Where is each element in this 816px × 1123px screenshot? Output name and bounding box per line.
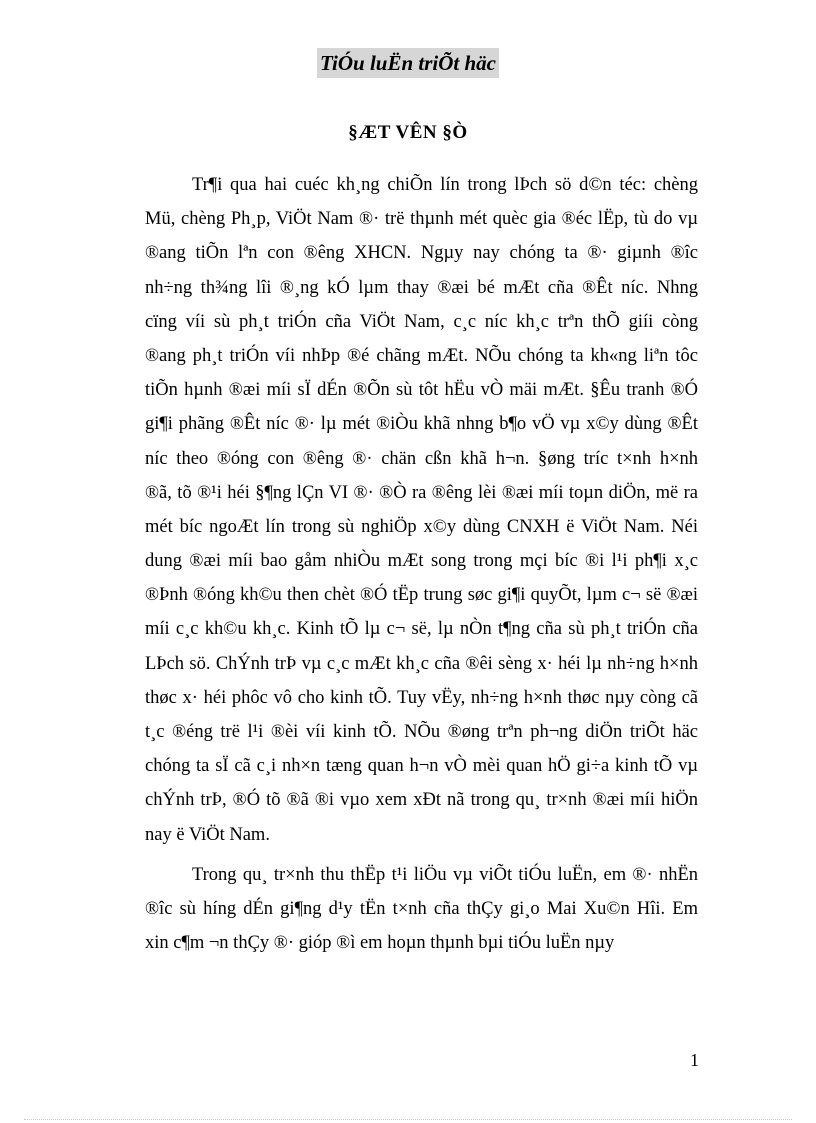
text-line: ®ã, tõ ®¹i héi §¶ng lÇn VI ®· ®Ò ra ®êng lèi ®æi míi toµn diÖn, më ra	[145, 482, 698, 503]
header-title: TiÓu luËn triÕt häc	[317, 48, 499, 78]
text-line: níc theo ®óng con ®êng ®· chän cßn khã h¬n. §øng tríc t×nh h×nh	[145, 448, 698, 469]
page-number: 1	[690, 1050, 699, 1070]
paragraph	[145, 858, 698, 961]
body-text	[145, 168, 698, 960]
text-line: LÞch sö. ChÝnh trÞ vµ c¸c mÆt kh¸c cña ®êi sèng x· héi lµ nh÷ng h×nh	[145, 653, 698, 674]
text-line: nay ë ViÖt Nam.	[145, 824, 270, 845]
text-line: gi¶i phãng ®Êt níc ®· lµ mét ®iÒu khã nhng b¶o vÖ vµ x©y dùng ®Êt	[145, 414, 698, 435]
text-line: nh÷ng th¾ng lîi ®¸ng kÓ lµm thay ®æi bé mÆt cña ®Êt níc. Nhng	[145, 277, 698, 298]
page-header	[0, 48, 816, 78]
text-line: ®ang tiÕn lªn con ®êng XHCN. Ngµy nay chóng ta ®· giµnh ®îc	[145, 243, 698, 264]
text-line: Trong qu¸ tr×nh thu thËp t¹i liÖu vµ viÕt tiÓu luËn, em ®· nhËn	[192, 864, 698, 885]
text-line: cïng víi sù ph¸t triÓn cña ViÖt Nam, c¸c níc kh¸c trªn thÕ giíi còng	[145, 311, 698, 332]
text-line: Mü, chèng Ph¸p, ViÖt Nam ®· trë thµnh mét quèc gia ®éc lËp, tù do vµ	[145, 209, 698, 230]
text-line: ®îc sù híng dÉn gi¶ng d¹y tËn t×nh cña thÇy gi¸o Mai Xu©n Hîi. Em	[145, 898, 698, 919]
text-line: Tr¶i qua hai cuéc kh¸ng chiÕn lín trong lÞch sö d©n téc: chèng	[192, 175, 698, 195]
text-line: ®ang ph¸t triÓn víi nhÞp ®é chãng mÆt. NÕu chóng ta kh«ng liªn tôc	[145, 345, 698, 366]
text-line: míi c¸c kh©u kh¸c. Kinh tÕ lµ c¬ së, lµ nÒn t¶ng cña sù ph¸t triÓn cña	[145, 619, 698, 640]
text-line: t¸c ®éng trë l¹i ®èi víi kinh tÕ. NÕu ®øng trªn ph¬ng diÖn triÕt häc	[145, 722, 698, 742]
text-line: tiÕn hµnh ®æi míi sÏ dÉn ®Õn sù tôt hËu vÒ mäi mÆt. §Êu tranh ®Ó	[145, 380, 698, 401]
text-line: dung ®æi míi bao gåm nhiÒu mÆt song trong mçi bíc ®i l¹i ph¶i x¸c	[145, 551, 698, 572]
text-line: ®Þnh ®óng kh©u then chèt ®Ó tËp trung søc gi¶i quyÕt, lµm c¬ së ®æi	[145, 585, 698, 606]
text-line: xin c¶m ¬n thÇy ®· gióp ®ì em hoµn thµnh bµi tiÓu luËn nµy	[145, 933, 615, 954]
paragraph	[145, 168, 698, 852]
section-title: §ÆT VÊN §Ò	[348, 122, 468, 143]
text-line: chóng ta sÏ cã c¸i nh×n tæng quan h¬n vÒ mèi quan hÖ gi÷a kinh tÕ vµ	[145, 756, 698, 777]
page-footer-divider	[24, 1119, 792, 1120]
text-line: mét bíc ngoÆt lín trong sù nghiÖp x©y dùng CNXH ë ViÖt Nam. Néi	[145, 516, 698, 537]
text-line: chÝnh trÞ, ®Ó tõ ®ã ®i vµo xem xÐt nã trong qu¸ tr×nh ®æi míi hiÖn	[145, 790, 698, 811]
text-line: thøc x· héi phôc vô cho kinh tÕ. Tuy vËy, nh÷ng h×nh thøc nµy còng cã	[145, 687, 698, 708]
